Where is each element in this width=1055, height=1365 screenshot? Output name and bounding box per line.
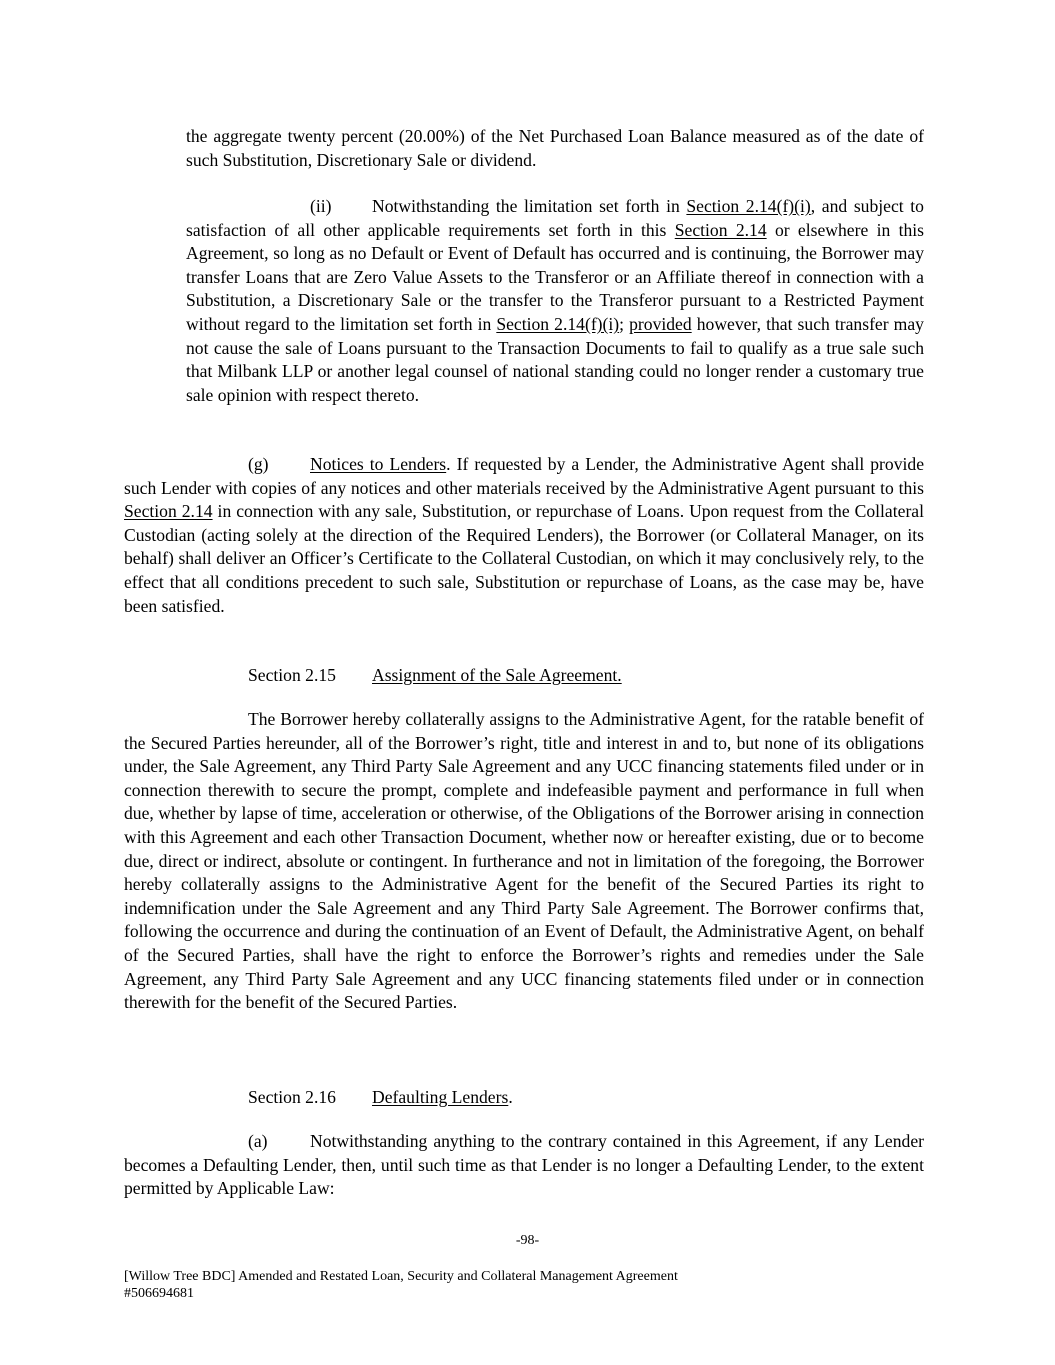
section-reference-link: Section 2.14(f)(i) <box>496 313 620 334</box>
section-2-15-paragraph <box>124 708 924 1015</box>
clause-g-marker: (g) <box>248 454 269 474</box>
clause-g-paragraph <box>124 453 924 618</box>
clause-ii-text-5: however, that such transfer may not cause the sale of Loans pursuant to the Transaction Documents to fail to qualify as a true sale such that Milbank LLP or another legal counsel of national standing could no longer render a customary true sale opinion with respect thereto. <box>186 313 924 405</box>
section-number: Section 2.15 <box>248 665 336 685</box>
section-2-16-heading <box>248 1086 513 1110</box>
clause-g-title: Notices to Lenders <box>310 454 447 474</box>
clause-a-marker: (a) <box>248 1131 268 1151</box>
section-title-suffix: . <box>508 1087 513 1107</box>
clause-g-text-1: . If requested by a Lender, the Administrative Agent shall provide such Lender with copies of any notices and other materials received by the Administrative Agent pursuant to this <box>124 454 925 498</box>
section-title: Assignment of the Sale Agreement. <box>372 665 622 685</box>
section-2-15-text: The Borrower hereby collaterally assigns to the Administrative Agent, for the ratable benefit of the Secured Parties hereunder, all of the Borrower’s right, title and interest in and to, but none of its obligations under, the Sale Agreement, any Third Party Sale Agreement and any UCC financing statements filed under or in connection therewith to secure the prompt, complete and indefeasible payment and performance in full when due, whether by lapse of time, acceleration or otherwise, of the Obligations of the Borrower arising in connection with this Agreement and each other Transaction Document, whether now or hereafter existing, due or to become due, direct or indirect, absolute or contingent. In furtherance and not in limitation of the foregoing, the Borrower hereby collaterally assigns to the Administrative Agent for the benefit of the Secured Parties its right to indemnification under the Sale Agreement and any Third Party Sale Agreement. The Borrower confirms that, following the occurrence and during the continuation of an Event of Default, the Administrative Agent, on behalf of the Secured Parties, shall have the right to enforce the Borrower’s rights and remedies under the Sale Agreement, any Third Party Sale Agreement and any UCC financing statements filed under or in connection therewith for the benefit of the Secured Parties. <box>124 709 924 1013</box>
clause-a-text: Notwithstanding anything to the contrary contained in this Agreement, if any Lender becomes a Defaulting Lender, then, until such time as that Lender is no longer a Defaulting Lender, to the extent permitted by Applicable Law: <box>124 1131 924 1199</box>
clause-ii-text-2: , and subject to satisfaction of all other applicable requirements set forth in this <box>186 196 924 240</box>
clause-g-text-2: in connection with any sale, Substitution, or repurchase of Loans. Upon request from the Collateral Custodian (acting solely at the direction of the Required Lenders), the Borrower (or Collateral Manager, on its behalf) shall deliver an Officer’s Certificate to the Collateral Custodian, on which it may conclusively rely, to the effect that all conditions precedent to such sale, Substitution or repurchase of Loans, as the case may be, have been satisfied. <box>124 501 924 616</box>
footer-doc-id: #506694681 <box>124 1286 194 1301</box>
section-title: Defaulting Lenders <box>372 1087 509 1107</box>
document-footer <box>124 1268 678 1302</box>
section-reference-link: Section 2.14 <box>124 501 213 522</box>
clause-ii-marker: (ii) <box>310 196 332 216</box>
footer-title: [Willow Tree BDC] Amended and Restated Loan, Security and Collateral Management Agreement <box>124 1269 678 1284</box>
page-number: -98- <box>515 1233 540 1248</box>
continuation-paragraph <box>186 125 924 172</box>
clause-ii-text-4: ; <box>619 313 630 334</box>
section-2-15-heading <box>248 664 622 688</box>
section-reference-link: Section 2.14 <box>674 219 767 240</box>
proviso-term: provided <box>629 313 692 334</box>
section-reference-link: Section 2.14(f)(i) <box>686 196 811 216</box>
clause-a-paragraph <box>124 1130 924 1201</box>
clause-ii-text-3: or elsewhere in this Agreement, so long as no Default or Event of Default has occurred and is continuing, the Borrower may transfer Loans that are Zero Value Assets to the Transferor or an Affiliate thereof in connection with a Substitution, a Discretionary Sale or the transfer to the Transferor pursuant to a Restricted Payment without regard to the limitation set forth in <box>186 219 925 334</box>
section-number: Section 2.16 <box>248 1087 336 1107</box>
continuation-text: the aggregate twenty percent (20.00%) of the Net Purchased Loan Balance measured as of the date of such Substitution, Discretionary Sale or dividend. <box>186 126 924 170</box>
clause-ii-text-1: Notwithstanding the limitation set forth in <box>372 196 687 216</box>
clause-ii-paragraph <box>186 195 924 407</box>
